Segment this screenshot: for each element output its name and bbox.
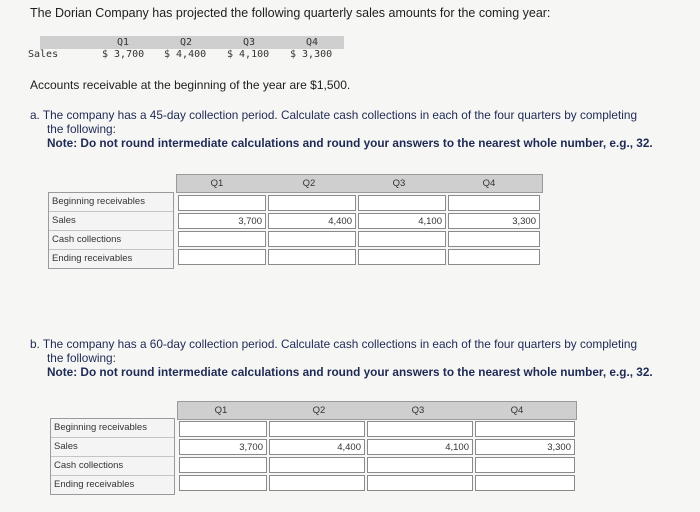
b-sales-q2: 4,400 xyxy=(269,439,365,455)
part-b-header-q3: Q3 xyxy=(411,405,425,416)
part-b-line2: the following: xyxy=(47,351,116,365)
a-sales-q1: 3,700 xyxy=(178,213,266,229)
b-beg-rec-q1-input[interactable] xyxy=(179,421,267,437)
b-end-rec-q2-input[interactable] xyxy=(269,475,365,491)
part-a-note: Note: Do not round intermediate calculations and round your answers to the nearest whole number, e.g., 32. xyxy=(47,136,653,150)
b-cash-coll-q3-input[interactable] xyxy=(367,457,473,473)
b-beg-rec-q2-input[interactable] xyxy=(269,421,365,437)
row-label-beginning-receivables: Beginning receivables xyxy=(49,193,173,212)
b-cash-coll-q1-input[interactable] xyxy=(179,457,267,473)
strip-q2-header: Q2 xyxy=(179,37,193,48)
b-end-rec-q1-input[interactable] xyxy=(179,475,267,491)
part-a-header-q4: Q4 xyxy=(482,178,496,189)
strip-q1-value: $ 3,700 xyxy=(102,49,145,60)
part-b-header-q1: Q1 xyxy=(214,405,228,416)
a-sales-q4: 3,300 xyxy=(448,213,540,229)
a-sales-q3: 4,100 xyxy=(358,213,446,229)
b-beg-rec-q3-input[interactable] xyxy=(367,421,473,437)
part-b-row-labels xyxy=(50,418,175,495)
part-b-prompt xyxy=(30,337,680,379)
part-b-note: Note: Do not round intermediate calculations and round your answers to the nearest whole number, e.g., 32. xyxy=(47,365,653,379)
a-beg-rec-q3-input[interactable] xyxy=(358,195,446,211)
row-label-ending-receivables: Ending receivables xyxy=(54,479,135,490)
strip-q1-header: Q1 xyxy=(116,37,130,48)
strip-q4-value: $ 3,300 xyxy=(290,49,333,60)
b-cash-coll-q4-input[interactable] xyxy=(475,457,575,473)
a-beg-rec-q1-input[interactable] xyxy=(178,195,266,211)
b-cash-coll-q2-input[interactable] xyxy=(269,457,365,473)
a-sales-q2: 4,400 xyxy=(268,213,356,229)
row-label-cash-collections: Cash collections xyxy=(51,457,174,476)
strip-q3-header: Q3 xyxy=(242,37,256,48)
a-cash-coll-q1-input[interactable] xyxy=(178,231,266,247)
part-a-line1: a. The company has a 45-day collection period. Calculate cash collections in each of the four quarters by completing xyxy=(30,108,638,122)
a-beg-rec-q2-input[interactable] xyxy=(268,195,356,211)
accounts-receivable-note: Accounts receivable at the beginning of the year are $1,500. xyxy=(30,78,351,92)
a-end-rec-q3-input[interactable] xyxy=(358,249,446,265)
a-cash-coll-q2-input[interactable] xyxy=(268,231,356,247)
a-end-rec-q4-input[interactable] xyxy=(448,249,540,265)
a-cash-coll-q3-input[interactable] xyxy=(358,231,446,247)
a-end-rec-q2-input[interactable] xyxy=(268,249,356,265)
part-b-header-q2: Q2 xyxy=(312,405,326,416)
a-beg-rec-q4-input[interactable] xyxy=(448,195,540,211)
sales-row-label: Sales xyxy=(28,49,59,60)
part-b-header-row xyxy=(177,401,577,420)
b-end-rec-q4-input[interactable] xyxy=(475,475,575,491)
strip-q4-header: Q4 xyxy=(305,37,319,48)
part-a-prompt xyxy=(30,108,680,150)
strip-q3-value: $ 4,100 xyxy=(227,49,270,60)
part-b-header-q4: Q4 xyxy=(510,405,524,416)
part-a-line2: the following: xyxy=(47,122,116,136)
part-a-row-labels xyxy=(48,192,174,269)
strip-q2-value: $ 4,400 xyxy=(164,49,207,60)
part-a-table xyxy=(48,174,544,270)
row-label-ending-receivables: Ending receivables xyxy=(52,253,133,264)
row-label-sales: Sales xyxy=(51,438,174,457)
row-label-sales: Sales xyxy=(49,212,173,231)
a-end-rec-q1-input[interactable] xyxy=(178,249,266,265)
part-a-header-row xyxy=(176,174,543,193)
part-b-table xyxy=(50,401,578,497)
b-sales-q3: 4,100 xyxy=(367,439,473,455)
b-end-rec-q3-input[interactable] xyxy=(367,475,473,491)
part-a-header-q1: Q1 xyxy=(210,178,224,189)
b-sales-q4: 3,300 xyxy=(475,439,575,455)
b-beg-rec-q4-input[interactable] xyxy=(475,421,575,437)
problem-intro: The Dorian Company has projected the following quarterly sales amounts for the coming year: xyxy=(30,6,551,20)
row-label-beginning-receivables: Beginning receivables xyxy=(51,419,174,438)
part-b-line1: b. The company has a 60-day collection period. Calculate cash collections in each of the four quarters by completing xyxy=(30,337,638,351)
part-a-header-q2: Q2 xyxy=(302,178,316,189)
sales-projection-strip xyxy=(28,36,344,62)
row-label-cash-collections: Cash collections xyxy=(49,231,173,250)
part-a-header-q3: Q3 xyxy=(392,178,406,189)
b-sales-q1: 3,700 xyxy=(179,439,267,455)
a-cash-coll-q4-input[interactable] xyxy=(448,231,540,247)
